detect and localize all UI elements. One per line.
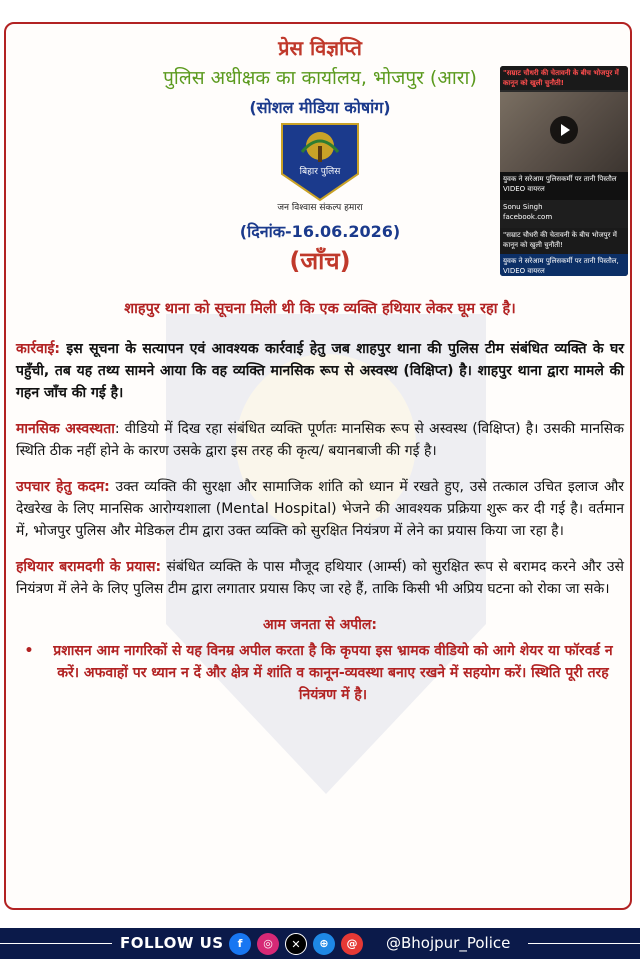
recovery-paragraph bbox=[16, 556, 624, 600]
recovery-label: हथियार बरामदगी के प्रयास: bbox=[16, 559, 162, 575]
appeal-text: प्रशासन आम नागरिकों से यह विनम्र अपील करता है कि कृपया इस भ्रामक वीडियो को आगे शेयर या फॉरवर्ड न करें। अफवाहों पर ध्यान न दें और क्षेत्र में शांति व कानून-व्यवस्था बनाए रखने में सहयोग करें। स्थिति पूरी तरह नियंत्रण में है। bbox=[53, 643, 613, 703]
follow-us-label: FOLLOW US bbox=[120, 934, 224, 952]
instagram-icon[interactable]: ◎ bbox=[257, 933, 279, 955]
intro-line: शाहपुर थाना को सूचना मिली थी कि एक व्यक्ति हथियार लेकर घूम रहा है। bbox=[124, 301, 516, 317]
play-icon[interactable] bbox=[550, 116, 578, 144]
treatment-label: उपचार हेतु कदम: bbox=[16, 479, 110, 495]
office-name: पुलिस अधीक्षक का कार्यालय, भोजपुर (आरा) bbox=[163, 67, 477, 89]
threads-icon[interactable]: @ bbox=[341, 933, 363, 955]
thumbnail-repeat-caption: युवक ने सरेआम पुलिसकर्मी पर तानी पिस्तौल, VIDEO वायरल bbox=[500, 254, 628, 276]
action-label: कार्रवाई: bbox=[16, 341, 60, 357]
thumbnail-headline: "सम्राट चौधरी की चेतावनी के बीच भोजपुर में कानून को खुली चुनौती! bbox=[500, 66, 628, 90]
bihar-police-logo bbox=[268, 122, 372, 202]
header bbox=[6, 24, 632, 294]
mental-text: : वीडियो में दिख रहा संबंधित व्यक्ति पूर्णतः मानसिक रूप से अस्वस्थ (विक्षिप्त) है। उसकी मानसिक स्थिति ठीक नहीं होने के कारण उसके द्वारा इस तरह की कृत्य/ बयानबाजी की गई है। bbox=[16, 421, 624, 459]
appeal-item bbox=[16, 640, 624, 706]
thumbnail-repeat-headline: "सम्राट चौधरी की चेतावनी के बीच भोजपुर में कानून को खुली चुनौती! bbox=[500, 228, 628, 254]
bullet-icon: • bbox=[24, 643, 34, 659]
social-handle[interactable]: @Bhojpur_Police bbox=[386, 934, 511, 952]
treatment-text: उक्त व्यक्ति की सुरक्षा और सामाजिक शांति को ध्यान में रखते हुए, उसे तत्काल उचित इलाज और देखरेख के लिए मानसिक आरोग्यशाला (Mental Hospital) भेजने की आवश्यक प्रक्रिया शुरू कर दी गई है। वर्तमान में, भोजपुर पुलिस और मेडिकल टीम द्वारा उक्त व्यक्ति को सुरक्षित नियंत्रण में लेने का प्रयास किया जा रहा है। bbox=[16, 479, 625, 539]
x-icon[interactable]: ✕ bbox=[285, 933, 307, 955]
logo-text: बिहार पुलिस bbox=[299, 167, 341, 177]
footer-divider-left bbox=[0, 943, 112, 944]
thumbnail-source bbox=[500, 200, 628, 228]
press-release-title: प्रेस विज्ञप्ति bbox=[278, 36, 362, 60]
appeal-title: आम जनता से अपील: bbox=[263, 617, 377, 633]
footer-divider-right bbox=[528, 943, 640, 944]
thumbnail-caption: युवक ने सरेआम पुलिसकर्मी पर तानी पिस्तौल VIDEO वायरल bbox=[500, 172, 628, 200]
release-body bbox=[16, 298, 624, 706]
poster-name: Sonu Singh bbox=[503, 203, 543, 211]
recovery-text: संबंधित व्यक्ति के पास मौजूद हथियार (आर्म्स) को सुरक्षित रूप से बरामद करने और उसे नियंत्रण में लेने के लिए पुलिस टीम द्वारा लगातार प्रयास किए जा रहे हैं, ताकि किसी भी अप्रिय घटना को रोका जा सके। bbox=[16, 559, 624, 597]
action-text: इस सूचना के सत्यापन एवं आवश्यक कार्रवाई हेतु जब शाहपुर थाना की पुलिस टीम संबंधित व्यक्ति के घर पहुँची, तब यह तथ्य सामने आया कि वह व्यक्ति मानसिक रूप से अस्वस्थ (विक्षिप्त) है। शाहपुर थाना द्वारा मामले की गहन जाँच की गई है। bbox=[16, 341, 624, 401]
web-icon[interactable]: ⊕ bbox=[313, 933, 335, 955]
video-thumbnail[interactable] bbox=[500, 66, 628, 276]
police-motto: जन विश्वास संकल्प हमारा bbox=[277, 203, 363, 213]
source-site: facebook.com bbox=[503, 213, 553, 221]
social-media-cell: (सोशल मीडिया कोषांग) bbox=[249, 98, 391, 117]
action-paragraph bbox=[16, 338, 624, 404]
press-release-frame bbox=[4, 22, 632, 910]
mental-label: मानसिक अस्वस्थता bbox=[16, 421, 115, 437]
treatment-paragraph bbox=[16, 476, 624, 542]
mental-paragraph bbox=[16, 418, 624, 462]
release-date: (दिनांक-16.06.2026) bbox=[239, 222, 401, 241]
release-subject: (जाँच) bbox=[289, 247, 351, 275]
footer-bar bbox=[0, 928, 640, 959]
facebook-icon[interactable]: f bbox=[229, 933, 251, 955]
